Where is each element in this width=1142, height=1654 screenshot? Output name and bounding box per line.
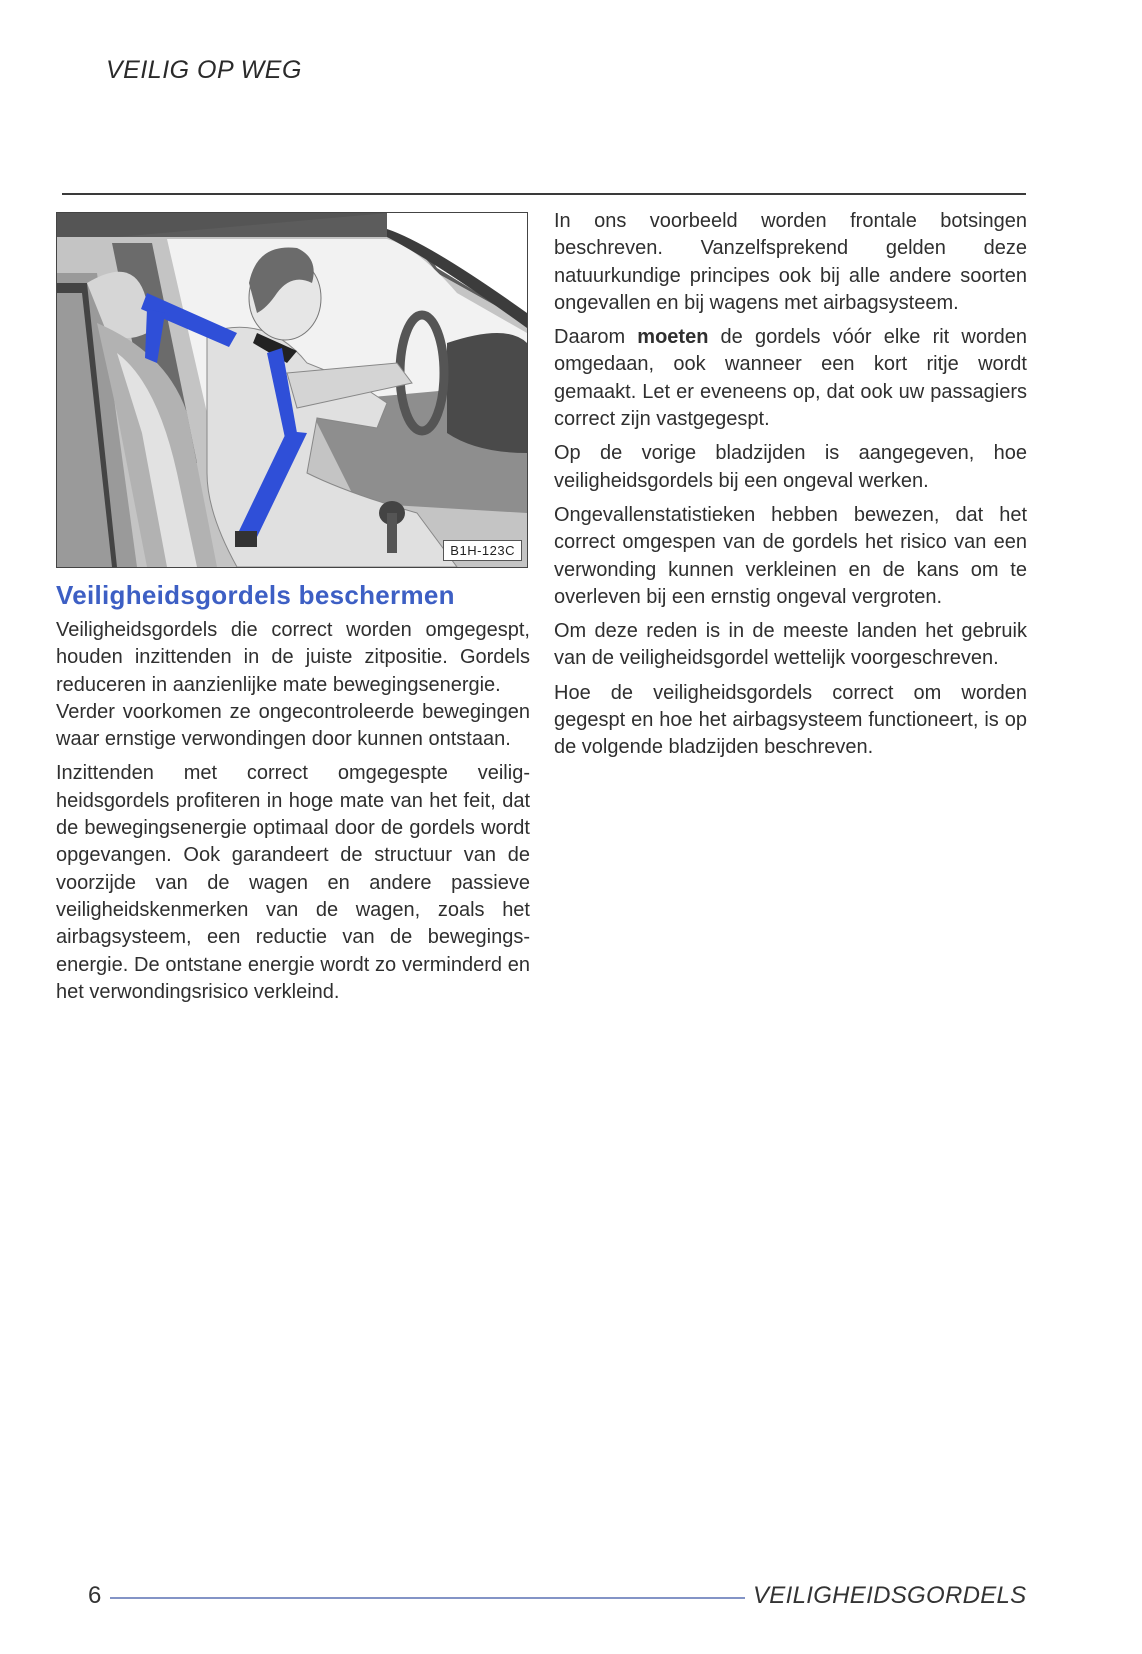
- footer-rule: [110, 1597, 745, 1599]
- paragraph: Ongevallenstatistieken hebben bewezen, dat het correct omgespen van de gordels het risico van een verwonding kunnen verkleinen en de kans om te overleven bij een ernstig ongeval vergroten.: [554, 503, 1027, 608]
- figure-code-label: B1H-123C: [443, 540, 522, 561]
- bold-emphasis: moeten: [637, 326, 709, 349]
- paragraph: Hoe de veiligheidsgordels correct om worden gegespt en hoe het airbagsysteem functioneert, is op de volgende bladzijden beschreven.: [554, 681, 1027, 759]
- paragraph: In ons voorbeeld worden frontale botsingen beschreven. Vanzelfsprekend gelden deze natuurkundige principes ook bij alle andere soorten ongevallen en bij wagens met airbagsysteem.: [554, 210, 1027, 314]
- paragraph: Verder voorkomen ze ongecontroleerde bewegingen waar ernstige verwondingen door kunnen ontstaan.: [56, 700, 530, 751]
- running-header-title: VEILIG OP WEG: [106, 56, 302, 84]
- right-column: [554, 208, 1027, 769]
- text-span: de gordels vóór elke rit worden omgedaan, ook wanneer een kort ritje wordt gemaakt. Let er eveneens op, dat ook uw passagiers correct zijn vastgegespt.: [554, 326, 1027, 431]
- paragraph: Om deze reden is in de meeste landen het gebruik van de veiligheidsgordel wettelijk voorgeschreven.: [554, 620, 1027, 670]
- paragraph: Veiligheidsgordels die correct worden omgegespt, houden inzittenden in de juiste zitpositie. Gordels reduceren in aanzienlijke mate bewegingsenergie.: [56, 619, 530, 696]
- section-heading: Veiligheidsgordels beschermen: [56, 580, 455, 610]
- paragraph: Op de vorige bladzijden is aangegeven, hoe veiligheidsgordels bij een ongeval werken.: [554, 442, 1027, 492]
- footer-section-title: VEILIGHEIDSGORDELS: [753, 1582, 1027, 1609]
- page-number: 6: [88, 1582, 102, 1609]
- left-column: [56, 580, 530, 1013]
- paragraph-emphasis: [554, 324, 1027, 433]
- paragraph: Inzittenden met correct omgegespte veiligheidsgordels profiteren in hoge mate van het feit, dat de bewegingsenergie optimaal door de gordels wordt opgevangen. Ook garandeert de structuur van de voorzijde van de wagen en andere passieve veiligheidskenmerken van de wagen, zoals het airbagsysteem, een reductie van de bewegingsenergie. De ontstane energie wordt zo verminderd en het verwondingsrisico verkleind.: [56, 762, 530, 1003]
- header-rule: [62, 193, 1026, 195]
- text-span: Daarom: [554, 326, 638, 349]
- seatbelt-illustration: [56, 212, 528, 568]
- driver-seatbelt-drawing: [57, 213, 527, 567]
